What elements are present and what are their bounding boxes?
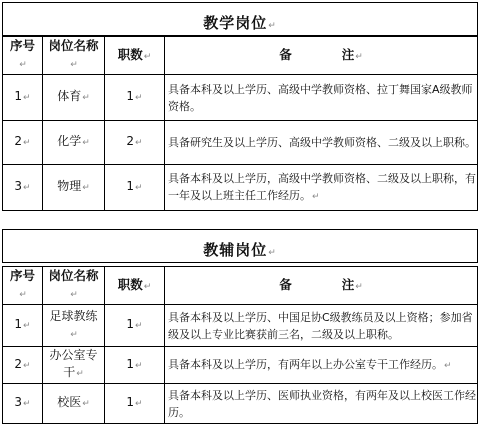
row-num: 3↵ xyxy=(3,165,43,211)
row-num: 2↵ xyxy=(3,121,43,165)
row-num: 1↵ xyxy=(3,305,43,347)
row-note: 具备本科及以上学历，高级中学教师资格、二级及以上职称，有一年及以上班主任工作经历。↵ xyxy=(165,165,478,211)
table-row xyxy=(3,384,478,424)
table-header-row xyxy=(3,37,478,75)
table-row xyxy=(3,121,478,165)
header-note: 备 注↵ xyxy=(165,37,478,75)
table-row xyxy=(3,305,478,347)
row-count: 1↵ xyxy=(105,75,165,121)
row-name: 化学↵ xyxy=(43,121,105,165)
header-note: 备 注↵ xyxy=(165,267,478,305)
row-name: 办公室专干↵ xyxy=(43,347,105,384)
header-count: 职数↵ xyxy=(105,267,165,305)
section-title-teaching: 教学岗位↵ xyxy=(2,2,478,36)
section-title-text: 教辅岗位 xyxy=(203,241,268,259)
row-count: 1↵ xyxy=(105,384,165,424)
row-count: 2↵ xyxy=(105,121,165,165)
row-note: 具备本科及以上学历，有两年以上办公室专干工作经历。↵ xyxy=(165,347,478,384)
row-note: 具备本科及以上学历、高级中学教师资格、拉丁舞国家A级教师资格。 xyxy=(165,75,478,121)
row-num: 1↵ xyxy=(3,75,43,121)
row-count: 1↵ xyxy=(105,165,165,211)
header-num: 序号↵ xyxy=(3,37,43,75)
header-name: 岗位名称↵ xyxy=(43,37,105,75)
row-num: 3↵ xyxy=(3,384,43,424)
header-num: 序号↵ xyxy=(3,267,43,305)
row-note: 具备研究生及以上学历、高级中学教师资格、二级及以上职称。 xyxy=(165,121,478,165)
row-note: 具备本科及以上学历、医师执业资格，有两年及以上校医工作经历。 xyxy=(165,384,478,424)
row-note: 具备本科及以上学历、中国足协C级教练员及以上资格；参加省级及以上专业比赛获前三名，二级及以上职称。 xyxy=(165,305,478,347)
table-header-row xyxy=(3,267,478,305)
row-name: 物理↵ xyxy=(43,165,105,211)
row-num: 2↵ xyxy=(3,347,43,384)
row-count: 1↵ xyxy=(105,347,165,384)
section-title-support: 教辅岗位↵ xyxy=(2,229,478,263)
row-count: 1↵ xyxy=(105,305,165,347)
row-name: 体育↵ xyxy=(43,75,105,121)
section-title-text: 教学岗位 xyxy=(203,14,268,32)
table-row xyxy=(3,165,478,211)
support-positions-table xyxy=(2,266,478,424)
header-name: 岗位名称↵ xyxy=(43,267,105,305)
row-name: 校医↵ xyxy=(43,384,105,424)
recruitment-document xyxy=(2,2,478,418)
teaching-positions-table xyxy=(2,36,478,211)
table-row xyxy=(3,347,478,384)
row-name: 足球教练↵ xyxy=(43,305,105,347)
table-row xyxy=(3,75,478,121)
header-count: 职数↵ xyxy=(105,37,165,75)
